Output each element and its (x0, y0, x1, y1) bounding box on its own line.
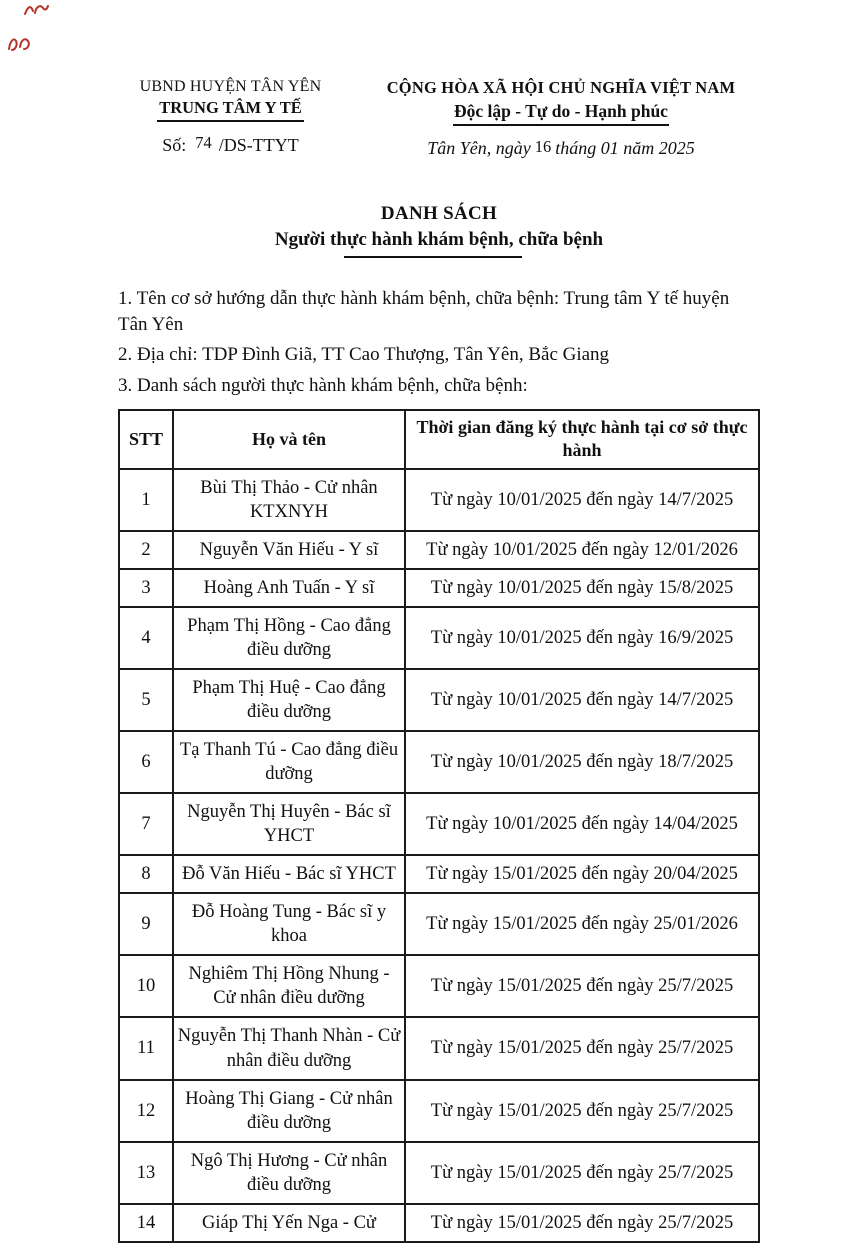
table-row (119, 955, 759, 1017)
table-row (119, 731, 759, 793)
intro-item-3: 3. Danh sách người thực hành khám bệnh, chữa bệnh: (118, 374, 528, 396)
time-cell: Từ ngày 15/01/2025 đến ngày 25/7/2025 (405, 1017, 759, 1079)
table-row (119, 1204, 759, 1242)
name-cell: Bùi Thị Thảo - Cử nhân KTXNYH (173, 469, 405, 531)
practitioner-table-body (119, 469, 759, 1242)
header-stt: STT (119, 410, 173, 469)
header-name: Họ và tên (173, 410, 405, 469)
so-label: Số: (162, 135, 187, 155)
stt-cell: 14 (119, 1204, 173, 1242)
org-name: TRUNG TÂM Y TẾ (118, 98, 343, 122)
stt-cell: 10 (119, 955, 173, 1017)
red-ink-mark (22, 2, 50, 19)
stt-cell: 5 (119, 669, 173, 731)
table-row (119, 1017, 759, 1079)
date-prefix: Tân Yên, ngày (427, 138, 531, 158)
name-cell: Nghiêm Thị Hồng Nhung - Cử nhân điều dưỡng (173, 955, 405, 1017)
national-motto-block (362, 78, 760, 159)
time-cell: Từ ngày 15/01/2025 đến ngày 25/7/2025 (405, 1204, 759, 1242)
name-cell: Ngô Thị Hương - Cử nhân điều dưỡng (173, 1142, 405, 1204)
title-underline (344, 256, 522, 258)
intro-section (118, 286, 760, 399)
table-row (119, 669, 759, 731)
name-cell: Hoàng Anh Tuấn - Y sĩ (173, 569, 405, 607)
time-cell: Từ ngày 10/01/2025 đến ngày 14/7/2025 (405, 469, 759, 531)
document-header (118, 78, 760, 159)
table-row (119, 569, 759, 607)
stt-cell: 12 (119, 1080, 173, 1142)
name-cell: Đỗ Văn Hiếu - Bác sĩ YHCT (173, 855, 405, 893)
table-row (119, 469, 759, 531)
name-cell: Phạm Thị Hồng - Cao đẳng điều dưỡng (173, 607, 405, 669)
document-subtitle: Người thực hành khám bệnh, chữa bệnh (274, 229, 604, 250)
name-cell: Giáp Thị Yến Nga - Cử (173, 1204, 405, 1242)
table-header-row (119, 410, 759, 469)
place-date-line (362, 138, 760, 159)
time-cell: Từ ngày 10/01/2025 đến ngày 14/7/2025 (405, 669, 759, 731)
time-cell: Từ ngày 10/01/2025 đến ngày 15/8/2025 (405, 569, 759, 607)
red-ink-mark (6, 33, 34, 54)
intro-item-1: 1. Tên cơ sở hướng dẫn thực hành khám bệnh, chữa bệnh: Trung tâm Y tế huyện Tân Yên (118, 288, 730, 336)
name-cell: Phạm Thị Huệ - Cao đẳng điều dưỡng (173, 669, 405, 731)
stt-cell: 6 (119, 731, 173, 793)
document-title-block (118, 203, 760, 258)
time-cell: Từ ngày 10/01/2025 đến ngày 14/04/2025 (405, 793, 759, 855)
motto: Độc lập - Tự do - Hạnh phúc (362, 101, 760, 126)
name-cell: Hoàng Thị Giang - Cử nhân điều dưỡng (173, 1080, 405, 1142)
table-row (119, 793, 759, 855)
date-suffix: tháng 01 năm 2025 (555, 138, 695, 158)
practitioner-table (118, 409, 760, 1243)
time-cell: Từ ngày 10/01/2025 đến ngày 16/9/2025 (405, 607, 759, 669)
country-title: CỘNG HÒA XÃ HỘI CHỦ NGHĨA VIỆT NAM (386, 78, 736, 97)
time-cell: Từ ngày 15/01/2025 đến ngày 20/04/2025 (405, 855, 759, 893)
so-number: 74 (195, 133, 212, 152)
document-number (118, 135, 343, 156)
time-cell: Từ ngày 10/01/2025 đến ngày 12/01/2026 (405, 531, 759, 569)
stt-cell: 11 (119, 1017, 173, 1079)
table-row (119, 1080, 759, 1142)
name-cell: Nguyễn Thị Thanh Nhàn - Cử nhân điều dưỡng (173, 1017, 405, 1079)
name-cell: Tạ Thanh Tú - Cao đẳng điều dưỡng (173, 731, 405, 793)
time-cell: Từ ngày 15/01/2025 đến ngày 25/7/2025 (405, 1080, 759, 1142)
stt-cell: 7 (119, 793, 173, 855)
table-row (119, 855, 759, 893)
so-suffix: /DS-TTYT (218, 135, 299, 155)
table-row (119, 607, 759, 669)
document-title: DANH SÁCH (380, 203, 498, 224)
time-cell: Từ ngày 15/01/2025 đến ngày 25/01/2026 (405, 893, 759, 955)
intro-item-2: 2. Địa chỉ: TDP Đình Giã, TT Cao Thượng, Tân Yên, Bắc Giang (118, 344, 610, 366)
stt-cell: 2 (119, 531, 173, 569)
name-cell: Đỗ Hoàng Tung - Bác sĩ y khoa (173, 893, 405, 955)
name-cell: Nguyễn Thị Huyên - Bác sĩ YHCT (173, 793, 405, 855)
time-cell: Từ ngày 15/01/2025 đến ngày 25/7/2025 (405, 955, 759, 1017)
stt-cell: 8 (119, 855, 173, 893)
name-cell: Nguyễn Văn Hiếu - Y sĩ (173, 531, 405, 569)
table-row (119, 531, 759, 569)
org-parent-name: UBND HUYỆN TÂN YÊN (139, 78, 322, 95)
header-time: Thời gian đăng ký thực hành tại cơ sở thực hành (405, 410, 759, 469)
time-cell: Từ ngày 10/01/2025 đến ngày 18/7/2025 (405, 731, 759, 793)
date-day: 16 (534, 137, 552, 156)
table-row (119, 893, 759, 955)
stt-cell: 1 (119, 469, 173, 531)
table-row (119, 1142, 759, 1204)
stt-cell: 9 (119, 893, 173, 955)
stt-cell: 4 (119, 607, 173, 669)
stt-cell: 13 (119, 1142, 173, 1204)
stt-cell: 3 (119, 569, 173, 607)
time-cell: Từ ngày 15/01/2025 đến ngày 25/7/2025 (405, 1142, 759, 1204)
issuing-org-block (118, 78, 343, 159)
